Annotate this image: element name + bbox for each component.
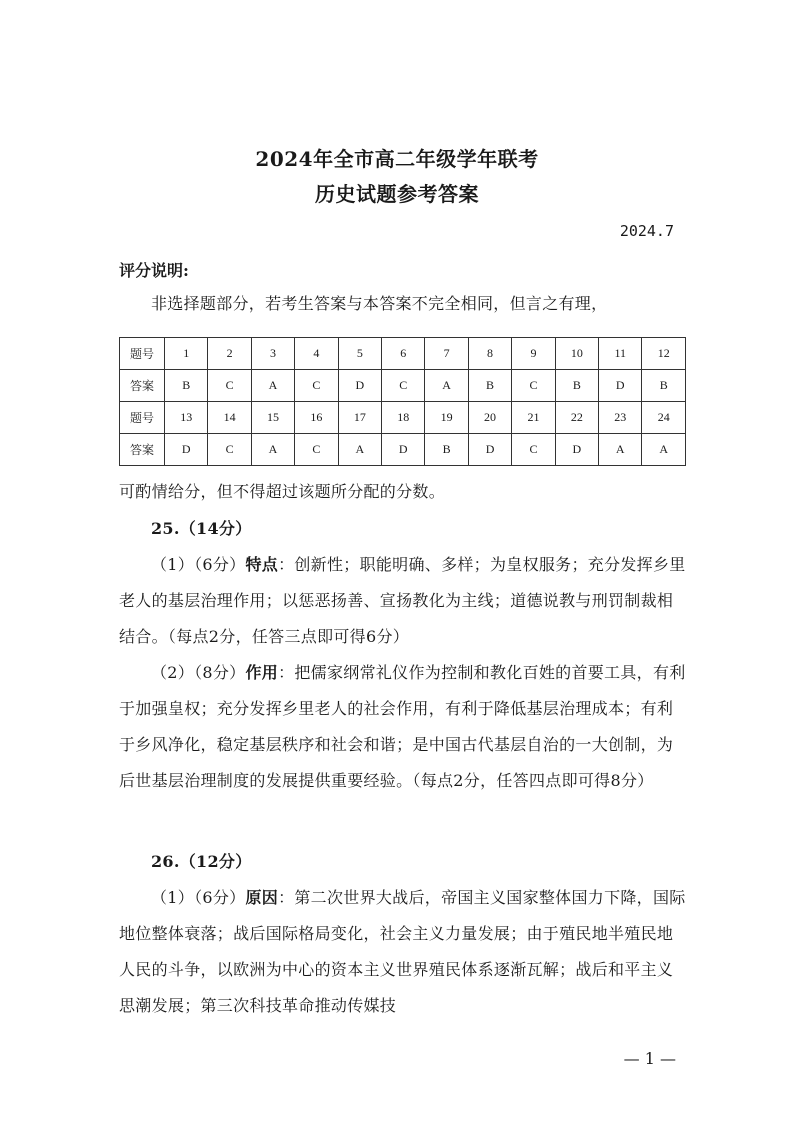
table-cell: A <box>338 434 381 466</box>
table-cell: 24 <box>642 402 686 434</box>
table-cell: C <box>512 434 555 466</box>
table-cell: 5 <box>338 338 381 370</box>
table-cell: B <box>165 370 208 402</box>
table-cell: C <box>382 370 425 402</box>
table-cell: 4 <box>295 338 338 370</box>
table-cell: 11 <box>599 338 642 370</box>
table-cell: 1 <box>165 338 208 370</box>
q25-part2: （2）（8分）作用：把儒家纲常礼仪作为控制和教化百姓的首要工具，有利于加强皇权；充分发挥乡里老人的社会作用，有利于降低基层治理成本；有利于乡风净化，稳定基层秩序和社会和谐；是中国古代基层自治的一大创制，为后世基层治理制度的发展提供重要经验。（每点2分，任答四点即可得8分） <box>119 663 686 790</box>
document-date: 2024.7 <box>619 222 674 240</box>
table-row-label: 答案 <box>120 370 165 402</box>
table-cell: 9 <box>512 338 555 370</box>
table-cell: 12 <box>642 338 686 370</box>
table-row-label: 题号 <box>120 338 165 370</box>
table-row <box>120 370 686 402</box>
table-cell: 21 <box>512 402 555 434</box>
scoring-text-after-table: 可酌情给分，但不得超过该题所分配的分数。 <box>119 482 446 501</box>
table-cell: A <box>642 434 686 466</box>
table-cell: A <box>251 370 294 402</box>
table-cell: C <box>295 370 338 402</box>
scoring-text-before-table: 非选择题部分，若考生答案与本答案不完全相同，但言之有理， <box>151 294 608 313</box>
answer-table <box>119 337 686 466</box>
table-cell: 14 <box>208 402 251 434</box>
table-cell: 13 <box>165 402 208 434</box>
table-cell: 19 <box>425 402 468 434</box>
table-cell: 22 <box>555 402 598 434</box>
table-cell: D <box>165 434 208 466</box>
table-cell: 15 <box>251 402 294 434</box>
table-cell: 10 <box>555 338 598 370</box>
table-cell: B <box>555 370 598 402</box>
table-cell: C <box>208 370 251 402</box>
table-cell: D <box>338 370 381 402</box>
table-cell: 23 <box>599 402 642 434</box>
q25-heading: 25.（14分） <box>151 519 252 538</box>
table-cell: 16 <box>295 402 338 434</box>
table-cell: 2 <box>208 338 251 370</box>
table-row <box>120 402 686 434</box>
table-cell: 18 <box>382 402 425 434</box>
table-cell: C <box>295 434 338 466</box>
table-cell: A <box>251 434 294 466</box>
table-cell: D <box>468 434 511 466</box>
table-row <box>120 434 686 466</box>
table-cell: 6 <box>382 338 425 370</box>
table-cell: C <box>512 370 555 402</box>
table-cell: B <box>425 434 468 466</box>
q26-part1: （1）（6分）原因：第二次世界大战后，帝国主义国家整体国力下降，国际地位整体衰落；战后国际格局变化，社会主义力量发展；由于殖民地半殖民地人民的斗争，以欧洲为中心的资本主义世界殖民体系逐渐瓦解；战后和平主义思潮发展；第三次科技革命推动传媒技 <box>119 888 686 1015</box>
page-number: — 1 — <box>623 1049 676 1068</box>
table-cell: A <box>599 434 642 466</box>
table-cell: C <box>208 434 251 466</box>
table-row-label: 答案 <box>120 434 165 466</box>
table-cell: D <box>382 434 425 466</box>
scoring-heading: 评分说明: <box>119 261 189 280</box>
table-cell: 17 <box>338 402 381 434</box>
table-cell: 8 <box>468 338 511 370</box>
q25-part1: （1）（6分）特点：创新性；职能明确、多样；为皇权服务；充分发挥乡里老人的基层治理作用；以惩恶扬善、宣扬教化为主线；道德说教与刑罚制裁相结合。（每点2分，任答三点即可得6分） <box>119 555 686 646</box>
table-row <box>120 338 686 370</box>
table-cell: D <box>555 434 598 466</box>
document-title: 2024年全市高二年级学年联考 <box>255 147 539 171</box>
table-cell: 3 <box>251 338 294 370</box>
table-cell: B <box>642 370 686 402</box>
table-cell: 20 <box>468 402 511 434</box>
document-subtitle: 历史试题参考答案 <box>315 182 479 206</box>
table-row-label: 题号 <box>120 402 165 434</box>
q26-heading: 26.（12分） <box>151 852 252 871</box>
table-cell: A <box>425 370 468 402</box>
table-cell: B <box>468 370 511 402</box>
table-cell: 7 <box>425 338 468 370</box>
table-cell: D <box>599 370 642 402</box>
